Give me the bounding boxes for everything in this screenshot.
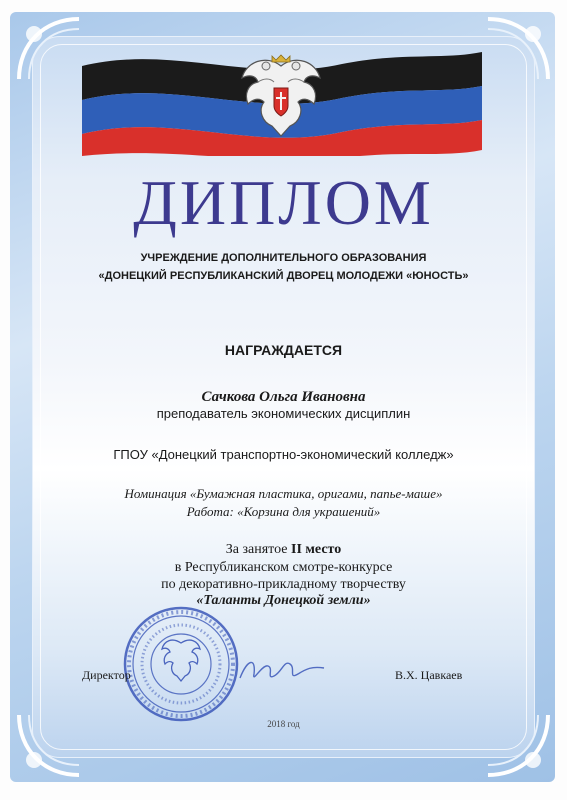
recipient-position: преподаватель экономических дисциплин (156, 406, 411, 421)
awarded-heading: НАГРАЖДАЕТСЯ (224, 342, 343, 358)
corner-ornament-icon (14, 14, 84, 84)
contest-line-1: в Республиканском смотре-конкурсе (174, 560, 393, 575)
issue-year: 2018 год (267, 719, 300, 729)
place-line (0, 542, 567, 558)
coat-of-arms-icon (236, 52, 326, 138)
contest-line-2: по декоративно-прикладному творчеству (161, 577, 406, 592)
director-name: В.Х. Цавкаев (395, 668, 463, 682)
director-label: Директор (82, 668, 131, 682)
recipient-name: Сачкова Ольга Ивановна (201, 389, 366, 405)
work-line: Работа: «Корзина для украшений» (186, 504, 381, 519)
organization-line-1: УЧРЕЖДЕНИЕ ДОПОЛНИТЕЛЬНОГО ОБРАЗОВАНИЯ (140, 252, 427, 264)
director-signature-icon (232, 650, 332, 690)
official-stamp-icon (122, 605, 240, 723)
corner-ornament-icon (483, 14, 553, 84)
organization-line-2: «ДОНЕЦКИЙ РЕСПУБЛИКАНСКИЙ ДВОРЕЦ МОЛОДЕЖИ «ЮНОСТЬ» (98, 270, 469, 282)
place-value: II место (291, 542, 342, 557)
place-prefix: За занятое (225, 542, 291, 557)
diploma-title: ДИПЛОМ (133, 167, 434, 238)
contest-name: «Таланты Донецкой земли» (196, 593, 371, 608)
nomination-line: Номинация «Бумажная пластика, оригами, папье-маше» (124, 486, 443, 501)
recipient-college: ГПОУ «Донецкий транспортно-экономический колледж» (113, 447, 454, 462)
